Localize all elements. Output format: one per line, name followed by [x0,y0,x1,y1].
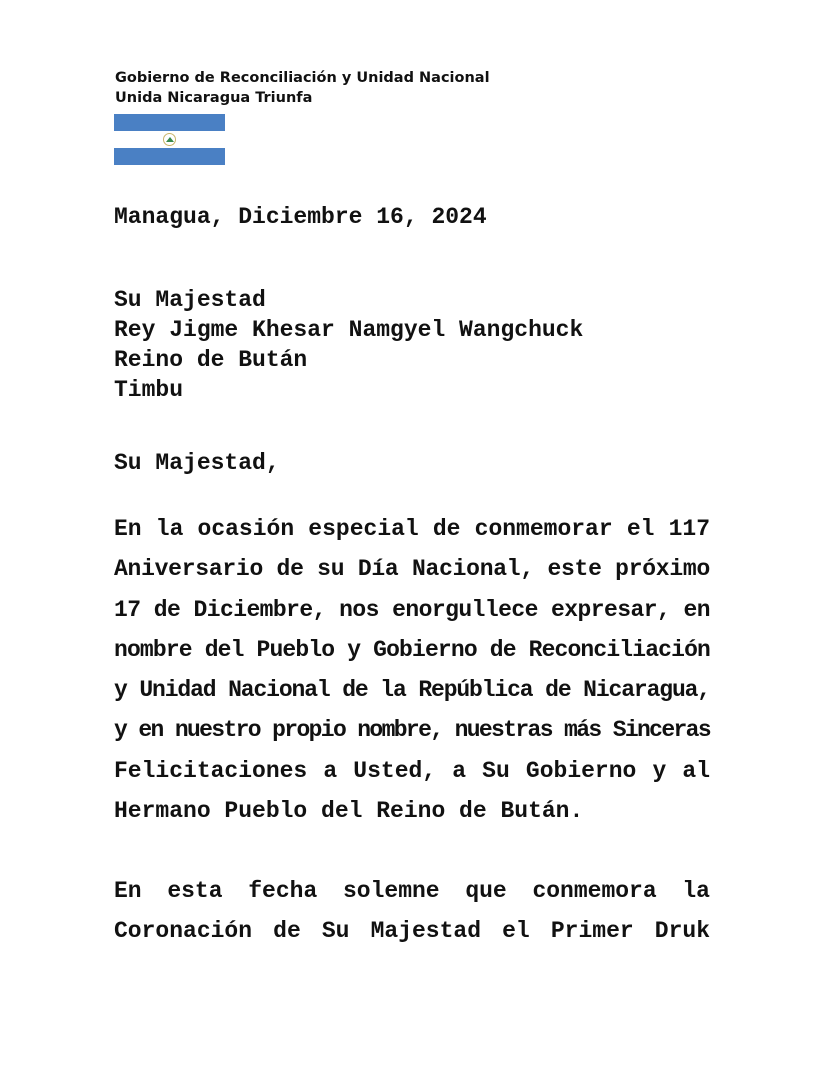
paragraph-line: 17 de Diciembre, nos enorgullece expresar, en [114,596,710,623]
paragraph-line: y Unidad Nacional de la República de Nicaragua, [114,677,710,704]
salutation-text: Su Majestad, [114,450,280,476]
paragraph-line: En la ocasión especial de conmemorar el 117 [114,516,710,542]
coat-of-arms-icon [163,133,176,146]
paragraph-line: nombre del Pueblo y Gobierno de Reconciliación [114,636,710,663]
flag-stripe-top [114,114,225,131]
paragraph-line: Coronación de Su Majestad el Primer Druk [114,918,710,945]
recipient-address [114,285,710,405]
letterhead-line-1: Gobierno de Reconciliación y Unidad Nacional [115,70,490,86]
paragraph-2 [114,876,710,957]
letter-date [114,202,710,232]
address-line: Reino de Bután [114,347,308,373]
letterhead-line-2: Unida Nicaragua Triunfa [115,90,313,106]
paragraph-line: y en nuestro propio nombre, nuestras más Sinceras [114,717,710,744]
nicaragua-flag [114,114,225,165]
flag-stripe-bottom [114,148,225,165]
paragraph-1 [114,514,710,836]
paragraph-line: Aniversario de su Día Nacional, este próximo [114,556,710,583]
letterhead [115,68,490,108]
paragraph-line: En esta fecha solemne que conmemora la [114,878,710,904]
paragraph-line: Hermano Pueblo del Reino de Bután. [114,798,584,825]
salutation [114,448,710,478]
address-line: Su Majestad [114,287,266,313]
paragraph-line: Felicitaciones a Usted, a Su Gobierno y al [114,757,710,784]
date-text: Managua, Diciembre 16, 2024 [114,204,487,230]
address-line: Rey Jigme Khesar Namgyel Wangchuck [114,317,584,343]
flag-stripe-middle [114,131,225,148]
address-line: Timbu [114,377,184,403]
